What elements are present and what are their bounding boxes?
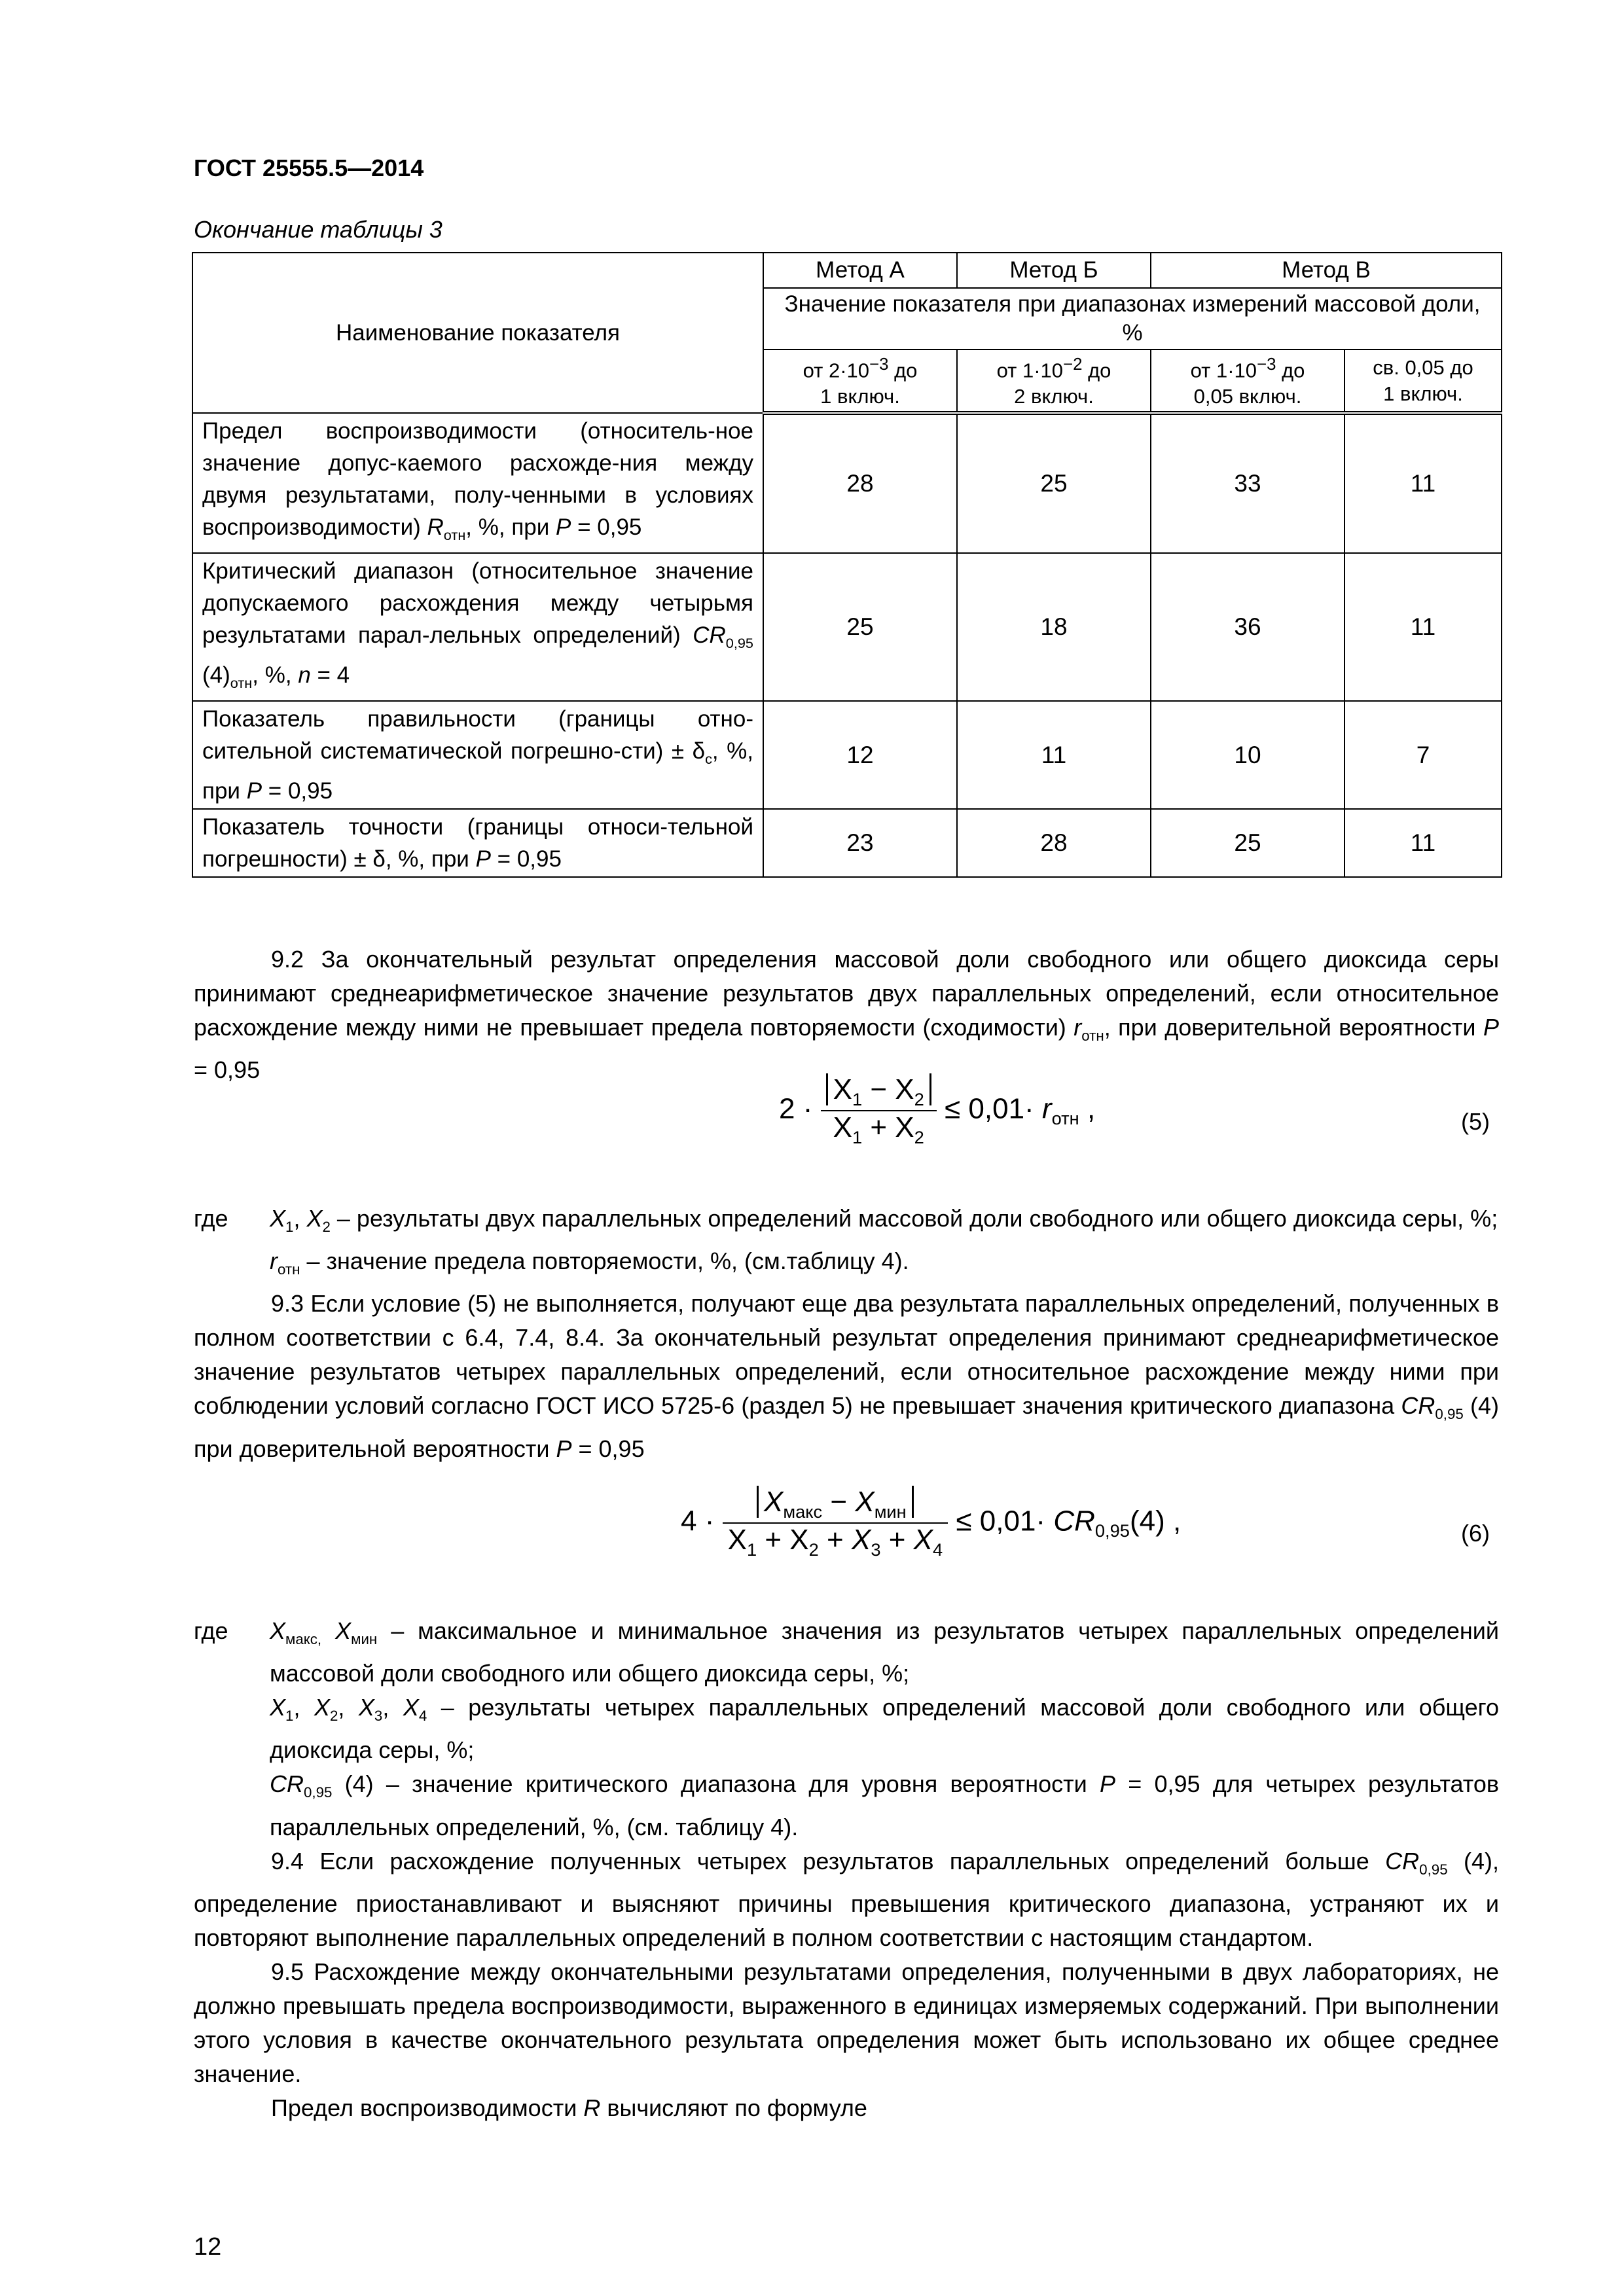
table-row: [192, 413, 1502, 553]
table-row: [192, 701, 1502, 809]
paragraph-9-2: 9.2 За окончательный результат определения массовой доли свободного или общего диоксида серы принимают среднеарифметическое значение результатов двух параллельных определений, если относительное расхождение между ними не превышает предела повторяемости (сходимости) $r_{отн}$, при доверительной вероятности P = 0,95: [194, 946, 1499, 1084]
table-header-range: от $2\cdot 10^{-3}$ до 1 включ.: [763, 350, 957, 413]
table-cell: 23: [763, 809, 957, 877]
table-cell: 7: [1344, 701, 1502, 809]
table-cell: 28: [957, 809, 1151, 877]
table-cell: 11: [1344, 809, 1502, 877]
table-cell: 10: [1151, 701, 1344, 809]
equation-number-5: (5): [1461, 1108, 1490, 1135]
table-cell: 11: [1344, 553, 1502, 701]
table-cell: 25: [1151, 809, 1344, 877]
table-row: [192, 809, 1502, 877]
table-row-name: Критический диапазон (относительное значение допускаемого расхождения между четырьмя результатами парал-лельных определений) $CR_{0,95}$ $(4)_{отн}$, %, n = 4: [192, 553, 763, 701]
formula-5: 2 · $\frac{X_1 - X_2}{X_1 + X_2}$ ≤ $0,01\cdot r_{отн}$ ,: [779, 1073, 1096, 1147]
table-cell: 28: [763, 413, 957, 553]
table-header-range: от $1\cdot 10^{-3}$ до 0,05 включ.: [1151, 350, 1344, 413]
table-cell: 25: [763, 553, 957, 701]
table-cell: 11: [957, 701, 1151, 809]
table-header-range: св. 0,05 до 1 включ.: [1344, 350, 1502, 413]
page-number: 12: [194, 2233, 222, 2261]
table-cell: 36: [1151, 553, 1344, 701]
table-cell: 18: [957, 553, 1151, 701]
formula-6: 4 · $\frac{X_{макс} - X_{мин}}{X_1 + X_2 + X_3 + X_4}$ ≤ $0,01\cdot CR_{0,95}(4)$ ,: [681, 1486, 1182, 1560]
document-code: ГОСТ 25555.5—2014: [194, 154, 424, 181]
table-cell: 11: [1344, 413, 1502, 553]
table-cell: 33: [1151, 413, 1344, 553]
table-row-name: Показатель точности (границы относи-тельной погрешности) ± δ, %, при P = 0,95: [192, 809, 763, 877]
table-row: [192, 553, 1502, 701]
table-header-method-a: Метод А: [763, 253, 957, 288]
equation-number-6: (6): [1461, 1520, 1490, 1547]
where-block-1: где $X_1$, $X_2$ – результаты двух параллельных определений массовой доли свободного или общего диоксида серы, %; $r_{отн}$ – значение предела повторяемости, %, (см.таблицу 4). 9.3 Если условие (5) не выполняется, получают еще два результата параллельных определений, полученных в полном соответствии с 6.4, 7.4, 8.4. За окончательный результат определения принимают среднеарифметическое значение результатов четырех параллельных определений, если относительное расхождение между ними при соблюдении условий согласно ГОСТ ИСО 5725-6 (раздел 5) не превышает значения критического диапазона $CR_{0,95}$ (4) при доверительной вероятности P = 0,95: [194, 1205, 1500, 1462]
indicators-table: [192, 252, 1502, 878]
table-caption: Окончание таблицы 3: [194, 216, 442, 243]
table-row-name: Предел воспроизводимости (относитель-ное значение допус-каемого расхожде-ния между двумя результатами, полу-ченными в условиях воспроизводимости) $R_{отн}$, %, при P = 0,95: [192, 413, 763, 553]
table-header-method-c: Метод В: [1151, 253, 1502, 288]
table-header-name: Наименование показателя: [192, 253, 763, 413]
table-row-name: Показатель правильности (границы отно-сительной систематической погрешно-сти) ± $\delta_c$, %, при P = 0,95: [192, 701, 763, 809]
table-header-values: Значение показателя при диапазонах измерений массовой доли, %: [763, 288, 1502, 350]
table-header-method-b: Метод Б: [957, 253, 1151, 288]
table-cell: 12: [763, 701, 957, 809]
table-cell: 25: [957, 413, 1151, 553]
table-header-range: от $1\cdot 10^{-2}$ до 2 включ.: [957, 350, 1151, 413]
where-block-2: где $X_{макс,}$ $X_{мин}$ – максимальное и минимальное значения из результатов четырех параллельных определений массовой доли свободного или общего диоксида серы, %; $X_1$, $X_2$, $X_3$, $X_4$ – результаты четырех параллельных определений массовой доли свободного или общего диоксида серы, %; $CR_{0,95}$ (4) – значение критического диапазона для уровня вероятности P = 0,95 для четырех результатов параллельных определений, %, (см. таблицу 4). 9.4 Если расхождение полученных четырех результатов параллельных определений больше $CR_{0,95}$ (4), определение приостанавливают и выясняют причины превышения критического диапазона, устраняют их и повторяют выполнение параллельных определений в полном соответствии с настоящим стандартом. 9.5 Расхождение между окончательными результатами определения, полученными в двух лабораториях, не должно превышать предела воспроизводимости, выраженного в единицах измеряемых содержаний. При выполнении этого условия в качестве окончательного результата определения может быть использовано их общее среднее значение. Предел воспроизводимости R вычисляют по формуле: [194, 1617, 1500, 2121]
